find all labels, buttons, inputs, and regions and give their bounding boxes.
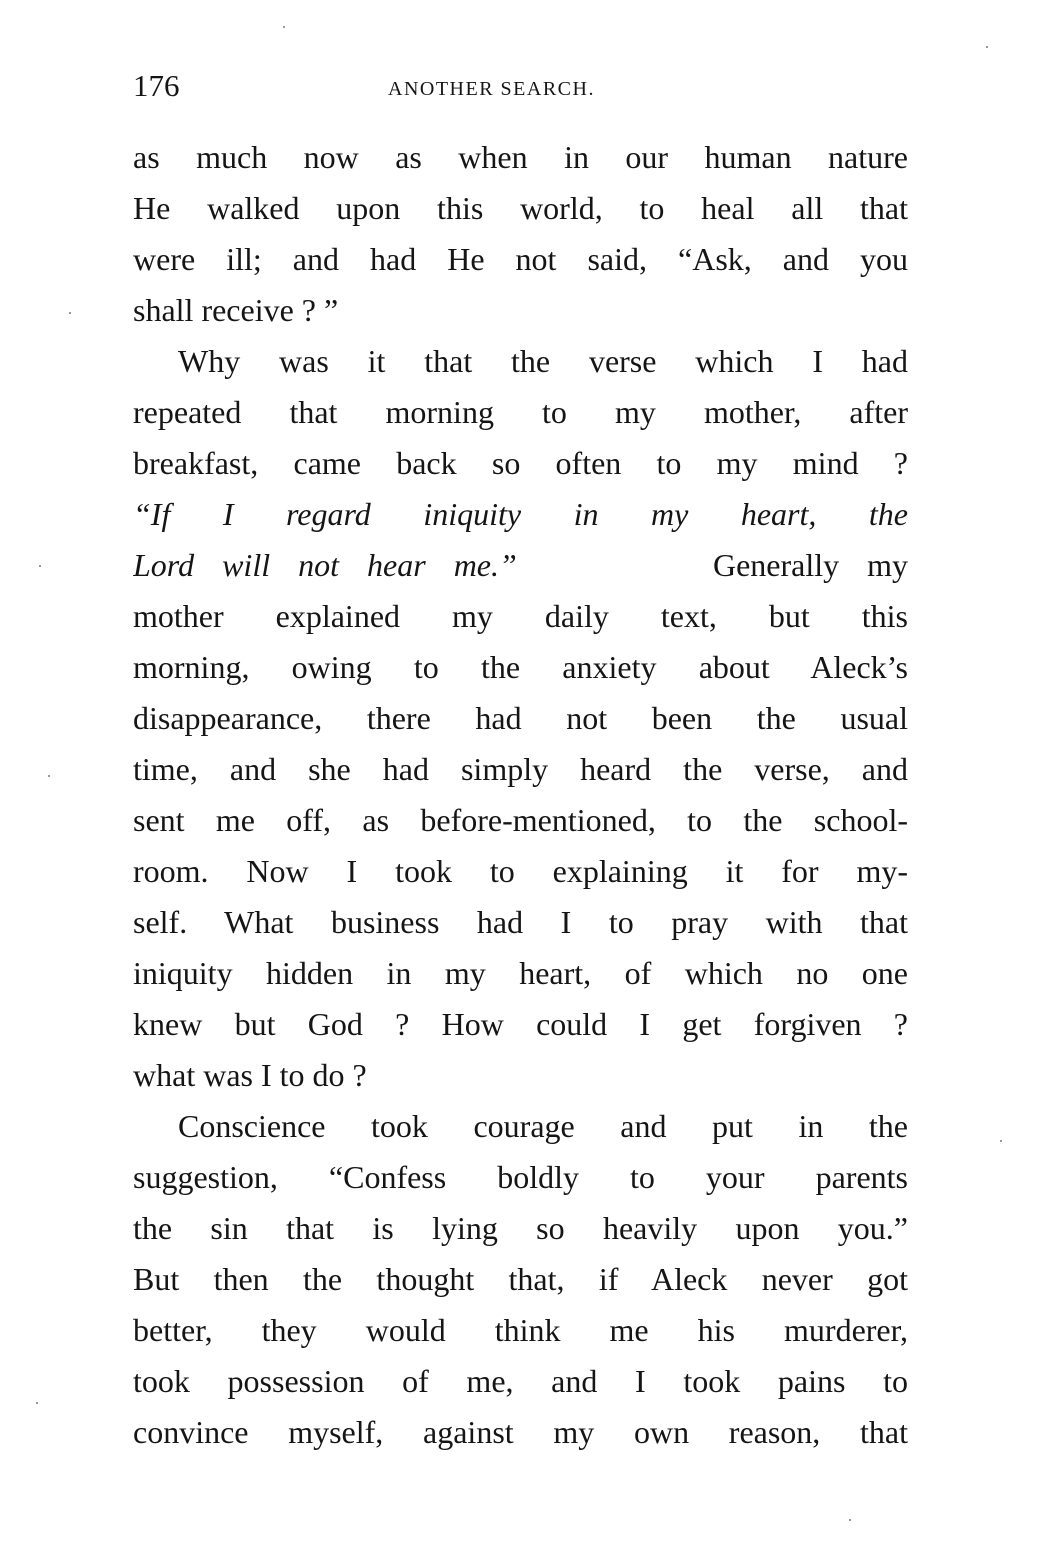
paper-speck [283, 26, 285, 28]
paper-speck [39, 565, 41, 567]
text-line: disappearance, there had not been the usual [133, 700, 908, 736]
text-line: morning, owing to the anxiety about Aleck’s [133, 649, 908, 685]
paper-speck [48, 775, 50, 777]
text-line: mother explained my daily text, but this [133, 598, 908, 634]
text-line-mixed [133, 540, 908, 591]
paper-speck [986, 46, 988, 48]
text-line: suggestion, “Confess boldly to your parents [133, 1159, 908, 1195]
text-line: Why was it that the verse which I had [178, 343, 908, 379]
text-line: He walked upon this world, to heal all that [133, 190, 908, 226]
text-line: as much now as when in our human nature [133, 139, 908, 175]
text-line: repeated that morning to my mother, after [133, 394, 908, 430]
text-line: “If I regard iniquity in my heart, the [133, 496, 908, 532]
paper-speck [69, 312, 71, 314]
text-line: breakfast, came back so often to my mind ? [133, 445, 908, 481]
paragraph [133, 1101, 908, 1458]
text-line: time, and she had simply heard the verse, and [133, 751, 908, 787]
page-number: 176 [133, 68, 180, 103]
page-header [133, 68, 908, 108]
text-line: better, they would think me his murderer, [133, 1312, 908, 1348]
paper-speck [1000, 1140, 1002, 1142]
quoted-verse-end: Lord will not hear me.” [133, 547, 517, 583]
paragraph [133, 336, 908, 1101]
running-head: ANOTHER SEARCH. [388, 78, 595, 100]
text-line: Conscience took courage and put in the [178, 1108, 908, 1144]
paper-speck [36, 1402, 38, 1404]
line-continuation: Generally my [712, 547, 908, 583]
text-line: sent me off, as before-mentioned, to the school- [133, 802, 908, 838]
text-line: took possession of me, and I took pains to [133, 1363, 908, 1399]
text-line: what was I to do ? [133, 1057, 367, 1093]
text-line: iniquity hidden in my heart, of which no one [133, 955, 908, 991]
text-line: were ill; and had He not said, “Ask, and you [133, 241, 908, 277]
page-body [133, 132, 908, 1458]
text-line: But then the thought that, if Aleck never got [133, 1261, 908, 1297]
text-line: room. Now I took to explaining it for my- [133, 853, 908, 889]
paragraph [133, 132, 908, 336]
text-line: self. What business had I to pray with that [133, 904, 908, 940]
text-line: the sin that is lying so heavily upon you.” [133, 1210, 908, 1246]
text-line: convince myself, against my own reason, that [133, 1414, 908, 1450]
text-line: shall receive ? ” [133, 292, 339, 328]
text-line: knew but God ? How could I get forgiven ? [133, 1006, 908, 1042]
paper-speck [849, 1519, 851, 1521]
